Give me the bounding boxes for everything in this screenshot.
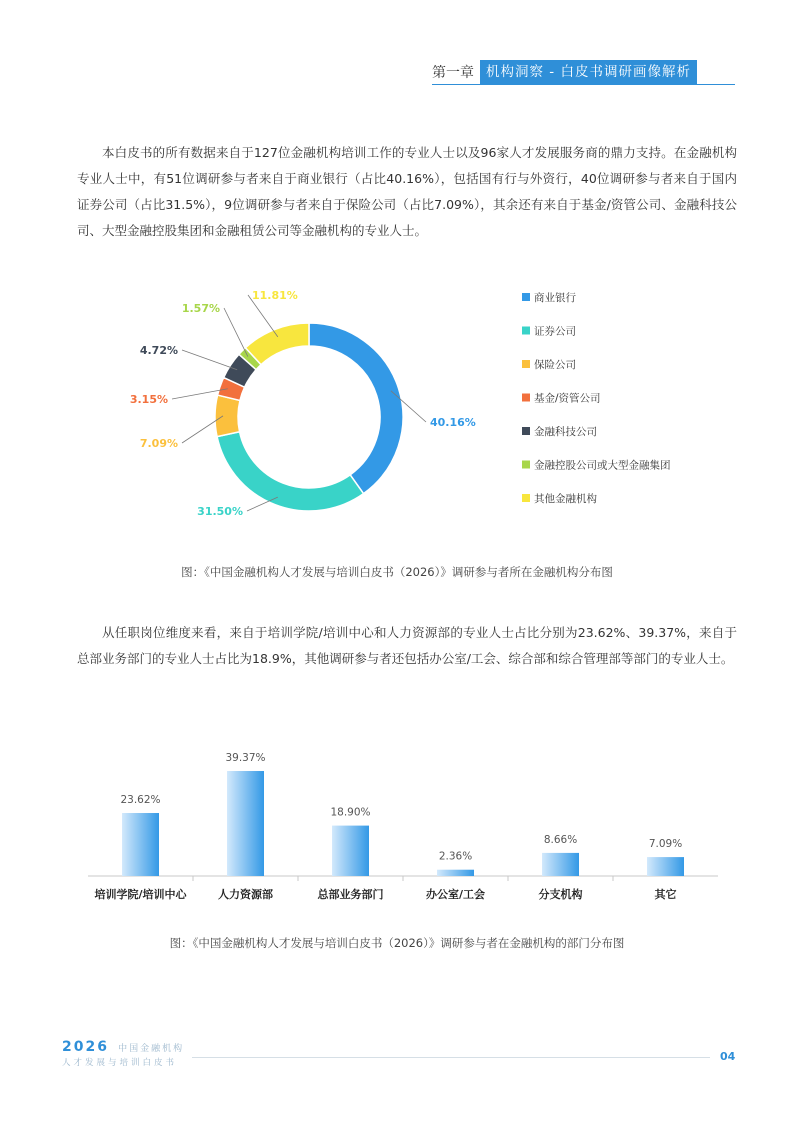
bar-value-label: 7.09%	[648, 838, 683, 851]
legend-swatch	[522, 394, 530, 402]
footer-rule	[192, 1057, 710, 1058]
donut-data-label: 3.15%	[129, 393, 168, 406]
footer-year: 2026	[62, 1039, 109, 1055]
bar	[227, 771, 264, 876]
legend-swatch	[522, 293, 530, 301]
donut-caption: 图：《中国金融机构人才发展与培训白皮书（2026）》调研参与者所在金融机构分布图	[181, 565, 613, 579]
institution-donut-chart	[0, 270, 794, 530]
chapter-title: 机构洞察 - 白皮书调研画像解析	[480, 60, 697, 84]
bar	[437, 870, 474, 876]
legend-swatch	[522, 461, 530, 469]
bar-value-label: 23.62%	[120, 794, 161, 807]
donut-data-label: 1.57%	[181, 302, 220, 315]
chapter-header	[432, 60, 697, 84]
legend-swatch	[522, 360, 530, 368]
donut-leader-line	[224, 308, 248, 357]
legend-label: 金融科技公司	[534, 426, 597, 438]
bar-value-label: 2.36%	[438, 850, 473, 863]
bar	[647, 857, 684, 876]
legend-label: 保险公司	[534, 359, 576, 371]
header-rule	[432, 84, 735, 85]
legend-label: 证券公司	[534, 325, 576, 338]
x-tick-label: 办公室/工会	[425, 888, 486, 901]
donut-data-label: 40.16%	[430, 416, 476, 429]
bar	[542, 853, 579, 876]
legend-label: 金融控股公司或大型金融集团	[534, 459, 671, 472]
x-tick-label: 总部业务部门	[317, 888, 384, 901]
donut-data-label: 7.09%	[139, 437, 178, 450]
donut-slice	[217, 432, 363, 511]
x-tick-label: 人力资源部	[218, 888, 273, 901]
donut-slice	[245, 323, 309, 365]
chapter-number: 第一章	[432, 65, 474, 81]
donut-slice	[309, 323, 403, 494]
intro-paragraph: 本白皮书的所有数据来自于127位金融机构培训工作的专业人士以及96家人才发展服务商的鼎力支持。在金融机构专业人士中，有51位调研参与者来自于商业银行（占比40.16%），包括国有行与外资行，40位调研参与者来自于国内证券公司（占比31.5%），9位调研参与者来自于保险公司（占比7.09%），其余还有来自于基金/资管公司、金融科技公司、大型金融控股集团和金融租赁公司等金融机构的专业人士。	[77, 145, 737, 238]
footer-title-line2: 人才发展与培训白皮书	[62, 1058, 178, 1068]
legend-label: 商业银行	[534, 292, 576, 304]
legend-label: 基金/资管公司	[534, 392, 601, 405]
legend-swatch	[522, 427, 530, 435]
legend-label: 其他金融机构	[534, 493, 597, 505]
footer-title-line1: 中国金融机构	[118, 1044, 185, 1054]
bar-value-label: 8.66%	[543, 833, 578, 846]
footer-brand	[62, 1036, 184, 1068]
bar-value-label: 39.37%	[225, 752, 266, 765]
page-number: 04	[720, 1050, 736, 1063]
donut-data-label: 31.50%	[197, 505, 243, 518]
donut-slice	[215, 395, 240, 437]
department-bar-chart	[0, 730, 794, 910]
x-tick-label: 分支机构	[538, 888, 583, 901]
legend-swatch	[522, 494, 530, 502]
bar	[332, 826, 369, 876]
x-tick-label: 培训学院/培训中心	[94, 888, 187, 901]
donut-leader-line	[182, 350, 237, 370]
donut-data-label: 11.81%	[252, 289, 298, 302]
donut-data-label: 4.72%	[139, 344, 178, 357]
bar-value-label: 18.90%	[330, 806, 371, 819]
legend-swatch	[522, 327, 530, 335]
bar	[122, 813, 159, 876]
department-paragraph: 从任职岗位维度来看，来自于培训学院/培训中心和人力资源部的专业人士占比分别为23.62%、39.37%，来自于总部业务部门的专业人士占比为18.9%，其他调研参与者还包括办公室/工会、综合部和综合管理部等部门的专业人士。	[77, 625, 737, 666]
x-tick-label: 其它	[654, 888, 677, 901]
bar-caption: 图：《中国金融机构人才发展与培训白皮书（2026）》调研参与者在金融机构的部门分布图	[169, 936, 625, 950]
